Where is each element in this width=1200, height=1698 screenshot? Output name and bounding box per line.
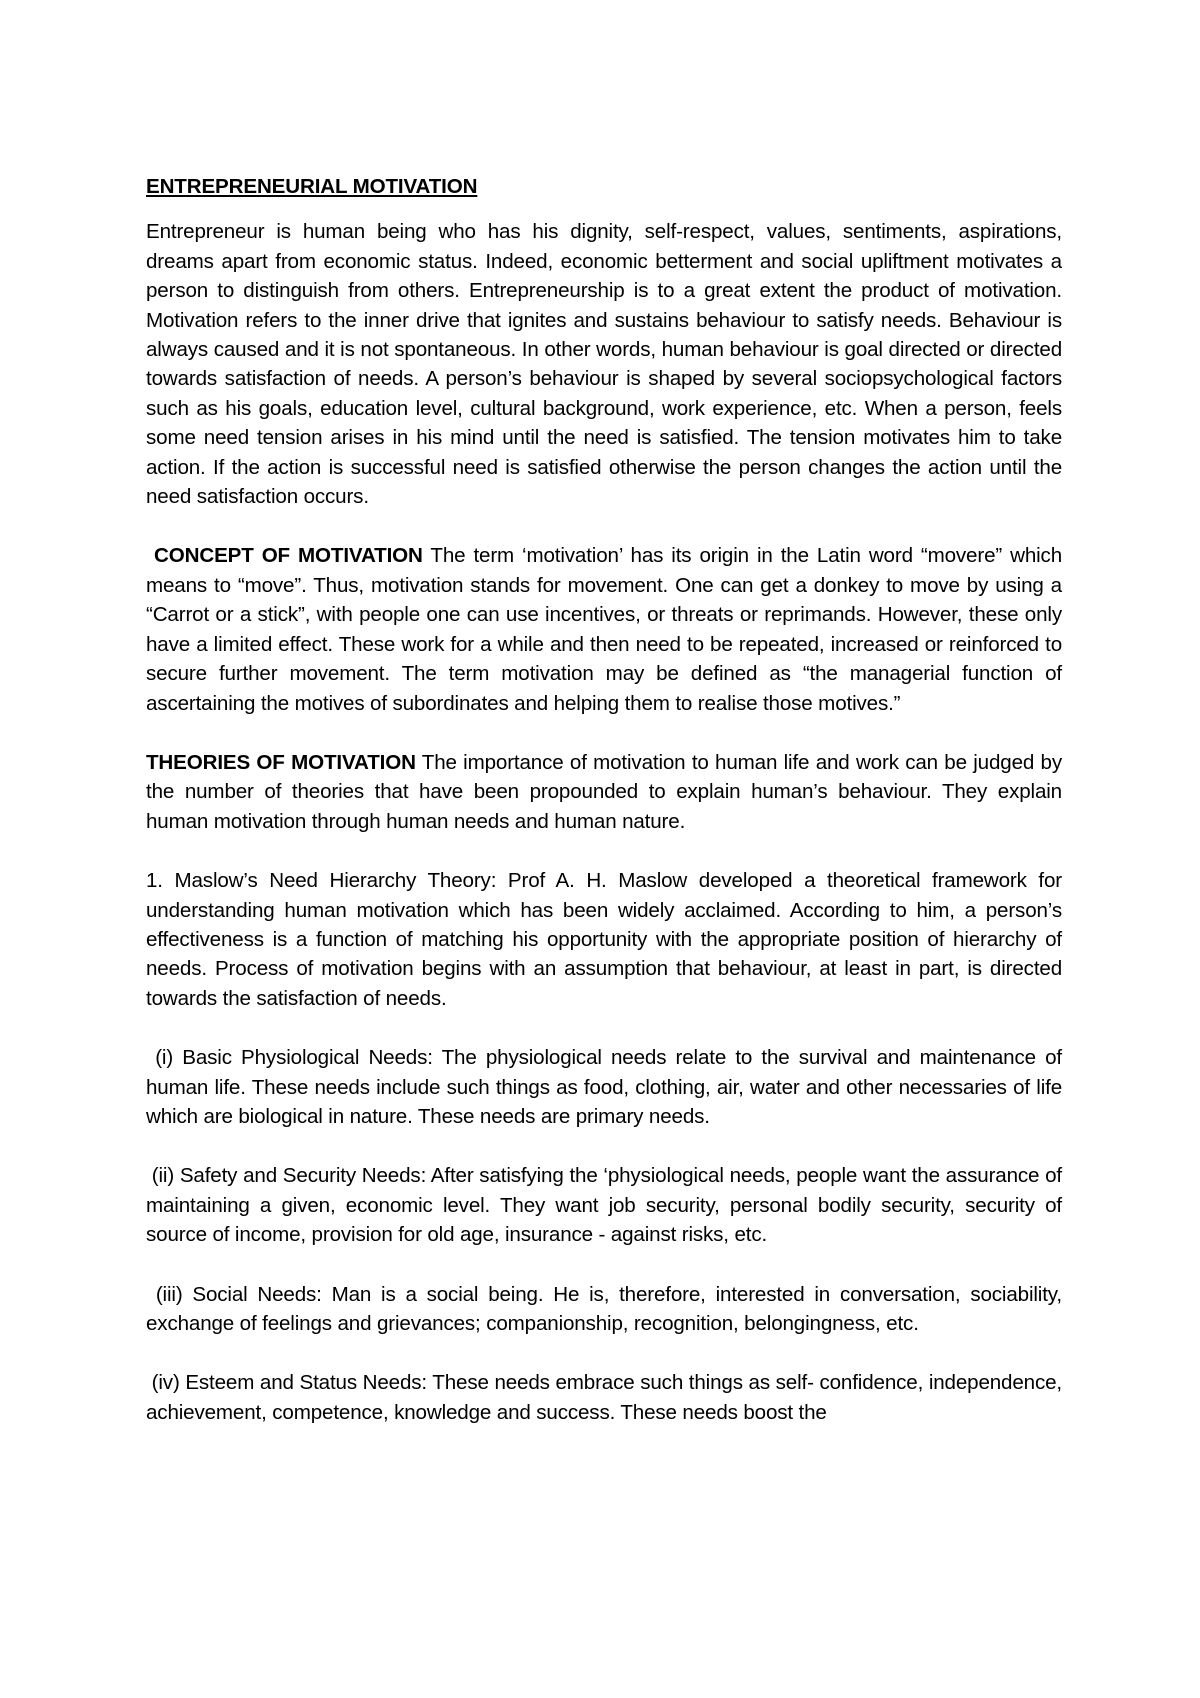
need-item (146, 1161, 1062, 1249)
need-item (146, 1043, 1062, 1131)
document-page (146, 172, 1062, 1427)
concept-text: The term ‘motivation’ has its origin in the Latin word “movere” which means to “move”. Thus, motivation stands for movement. One can get a donkey to move by using a “Carrot or a stick”, with people one can use incentives, or threats or reprimands. However, these only have a limited effect. These work for a while and then need to be repeated, increased or reinforced to secure further movement. The term motivation may be defined as “the managerial function of ascertaining the motives of subordinates and helping them to realise those motives.” (146, 544, 1063, 715)
intro-paragraph: Entrepreneur is human being who has his dignity, self-respect, values, sentiments, aspirations, dreams apart from economic status. Indeed, economic betterment and social upliftment motivates a person to distinguish from others. Entrepreneurship is to a great extent the product of motivation. Motivation refers to the inner drive that ignites and sustains behaviour to satisfy needs. Behaviour is always caused and it is not spontaneous. In other words, human behaviour is goal directed or directed towards satisfaction of needs. A person’s behaviour is shaped by several sociopsychological factors such as his goals, education level, cultural background, work experience, etc. When a person, feels some need tension arises in his mind until the need is satisfied. The tension motivates him to take action. If the action is successful need is satisfied otherwise the person changes the action until the need satisfaction occurs. (146, 220, 1062, 509)
need-item (146, 1368, 1062, 1427)
need-item (146, 1280, 1062, 1339)
theories-heading: THEORIES OF MOTIVATION (146, 750, 416, 774)
document-title: ENTREPRENEURIAL MOTIVATION (146, 175, 478, 198)
need-item-text: (iii) Social Needs: Man is a social being. He is, therefore, interested in conversation, sociability, exchange of feelings and grievances; companionship, recognition, belongingness, etc. (146, 1282, 1062, 1335)
need-item-text: (i) Basic Physiological Needs: The physiological needs relate to the survival and maintenance of human life. These needs include such things as food, clothing, air, water and other necessaries of life which are biological in nature. These needs are primary needs. (146, 1046, 1063, 1128)
concept-heading: CONCEPT OF MOTIVATION (154, 544, 423, 568)
theories-paragraph (146, 748, 1062, 836)
concept-paragraph (146, 541, 1062, 717)
maslow-paragraph: 1. Maslow’s Need Hierarchy Theory: Prof A. H. Maslow developed a theoretical framework for understanding human motivation which has been widely acclaimed. According to him, a person’s effectiveness is a function of matching his opportunity with the appropriate position of hierarchy of needs. Process of motivation begins with an assumption that behaviour, at least in part, is directed towards the satisfaction of needs. (146, 869, 1062, 1010)
need-item-text: (iv) Esteem and Status Needs: These needs embrace such things as self- confidence, independence, achievement, competence, knowledge and success. These needs boost the (146, 1371, 1062, 1424)
theories-text: The importance of motivation to human life and work can be judged by the number of theories that have been propounded to explain human’s behaviour. They explain human motivation through human needs and human nature. (146, 750, 1063, 833)
need-item-text: (ii) Safety and Security Needs: After satisfying the ‘physiological needs, people want the assurance of maintaining a given, economic level. They want job security, personal bodily security, security of source of income, provision for old age, insurance - against risks, etc. (146, 1164, 1062, 1247)
